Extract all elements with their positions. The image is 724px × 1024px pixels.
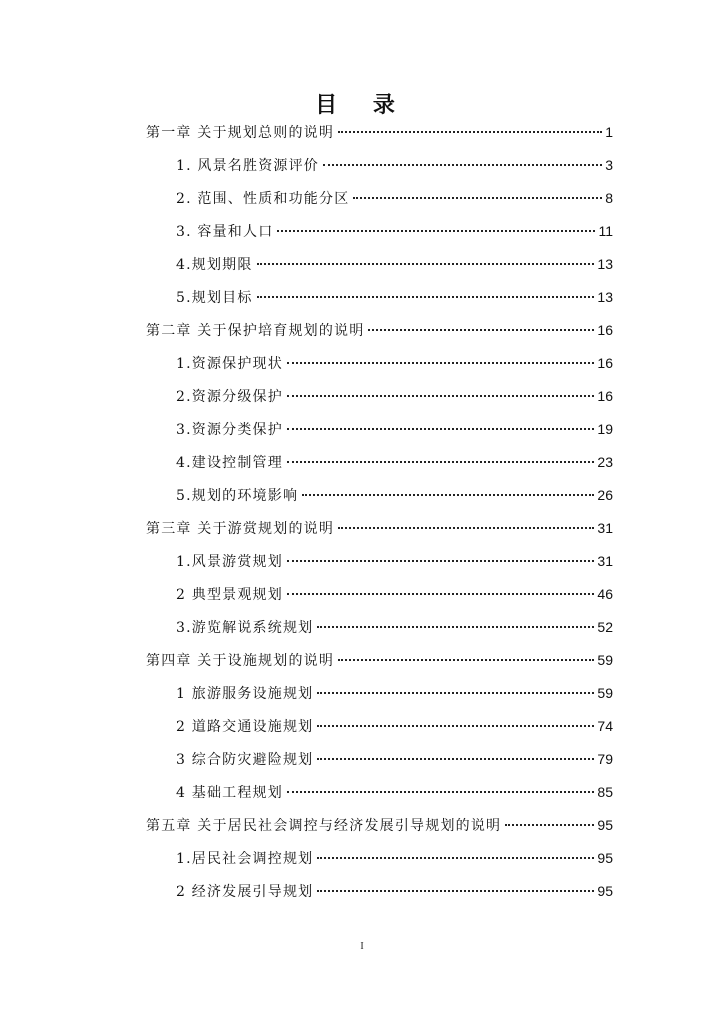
toc-leader-dots: [287, 395, 594, 397]
toc-leader-dots: [338, 131, 602, 133]
toc-entry-page-number: 3: [605, 157, 613, 173]
toc-entry-label: 2 典型景观规划: [176, 587, 283, 603]
toc-chapter-entry[interactable]: [146, 517, 613, 539]
toc-leader-dots: [257, 296, 595, 298]
toc-entry-label: 第四章 关于设施规划的说明: [146, 653, 335, 669]
toc-section-entry[interactable]: [176, 220, 613, 242]
toc-entry-page-number: 16: [597, 355, 613, 371]
toc-section-entry[interactable]: [176, 616, 613, 638]
toc-entry-page-number: 59: [597, 652, 613, 668]
toc-entry-label: 1. 风景名胜资源评价: [176, 158, 320, 174]
toc-entry-label: 第一章 关于规划总则的说明: [146, 125, 335, 141]
toc-leader-dots: [277, 230, 595, 232]
toc-leader-dots: [287, 428, 594, 430]
toc-section-entry[interactable]: [176, 484, 613, 506]
toc-entry-page-number: 1: [605, 124, 613, 140]
toc-entry-label: 3.资源分类保护: [176, 422, 283, 438]
toc-entry-page-number: 19: [597, 421, 613, 437]
toc-entry-page-number: 31: [597, 520, 613, 536]
toc-leader-dots: [287, 593, 594, 595]
toc-leader-dots: [302, 494, 594, 496]
toc-section-entry[interactable]: [176, 880, 613, 902]
toc-title: 目 录: [315, 93, 409, 118]
toc-entry-page-number: 59: [597, 685, 613, 701]
toc-chapter-entry[interactable]: [146, 649, 613, 671]
toc-section-entry[interactable]: [176, 418, 613, 440]
toc-entry-page-number: 46: [597, 586, 613, 602]
toc-section-entry[interactable]: [176, 781, 613, 803]
toc-entry-page-number: 52: [597, 619, 613, 635]
toc-section-entry[interactable]: [176, 187, 613, 209]
toc-entry-page-number: 31: [597, 553, 613, 569]
toc-entry-label: 2 道路交通设施规划: [176, 719, 314, 735]
toc-entry-page-number: 95: [597, 850, 613, 866]
toc-entry-page-number: 13: [597, 256, 613, 272]
toc-leader-dots: [317, 890, 594, 892]
toc-leader-dots: [505, 824, 594, 826]
toc-entry-page-number: 23: [597, 454, 613, 470]
toc-entry-page-number: 74: [597, 718, 613, 734]
toc-section-entry[interactable]: [176, 385, 613, 407]
toc-leader-dots: [287, 791, 594, 793]
toc-entry-label: 2. 范围、性质和功能分区: [176, 191, 350, 207]
toc-entry-page-number: 26: [597, 487, 613, 503]
toc-entry-label: 4.建设控制管理: [176, 455, 283, 471]
toc-section-entry[interactable]: [176, 154, 613, 176]
toc-leader-dots: [257, 263, 595, 265]
toc-leader-dots: [353, 197, 602, 199]
toc-entry-page-number: 16: [597, 388, 613, 404]
toc-leader-dots: [338, 527, 594, 529]
toc-leader-dots: [368, 329, 594, 331]
toc-section-entry[interactable]: [176, 715, 613, 737]
toc-entry-page-number: 79: [597, 751, 613, 767]
toc-chapter-entry[interactable]: [146, 121, 613, 143]
toc-section-entry[interactable]: [176, 748, 613, 770]
toc-entry-page-number: 13: [597, 289, 613, 305]
toc-entry-label: 2.资源分级保护: [176, 389, 283, 405]
toc-entry-page-number: 11: [598, 223, 613, 239]
toc-entry-page-number: 8: [605, 190, 613, 206]
toc-entry-label: 3 综合防灾避险规划: [176, 752, 314, 768]
toc-entry-label: 1.居民社会调控规划: [176, 851, 314, 867]
toc-leader-dots: [338, 659, 594, 661]
toc-entry-label: 1.资源保护现状: [176, 356, 283, 372]
toc-entry-label: 1 旅游服务设施规划: [176, 686, 314, 702]
toc-entry-label: 5.规划的环境影响: [176, 488, 299, 504]
toc-entry-label: 5.规划目标: [176, 290, 253, 306]
toc-entry-page-number: 85: [597, 784, 613, 800]
toc-entry-label: 3.游览解说系统规划: [176, 620, 314, 636]
toc-entry-label: 第五章 关于居民社会调控与经济发展引导规划的说明: [146, 818, 502, 834]
toc-section-entry[interactable]: [176, 253, 613, 275]
toc-section-entry[interactable]: [176, 847, 613, 869]
toc-entry-label: 第二章 关于保护培育规划的说明: [146, 323, 365, 339]
toc-entry-label: 3. 容量和人口: [176, 224, 274, 240]
toc-section-entry[interactable]: [176, 352, 613, 374]
toc-leader-dots: [323, 164, 602, 166]
toc-section-entry[interactable]: [176, 583, 613, 605]
toc-leader-dots: [317, 758, 594, 760]
toc-entry-label: 2 经济发展引导规划: [176, 884, 314, 900]
toc-chapter-entry[interactable]: [146, 814, 613, 836]
toc-entry-page-number: 16: [597, 322, 613, 338]
toc-section-entry[interactable]: [176, 451, 613, 473]
toc-entry-label: 第三章 关于游赏规划的说明: [146, 521, 335, 537]
toc-section-entry[interactable]: [176, 286, 613, 308]
toc-entry-label: 1.风景游赏规划: [176, 554, 283, 570]
toc-leader-dots: [317, 725, 594, 727]
toc-entry-page-number: 95: [597, 817, 613, 833]
toc-leader-dots: [317, 626, 594, 628]
toc-leader-dots: [317, 692, 594, 694]
toc-leader-dots: [287, 362, 594, 364]
toc-entry-label: 4.规划期限: [176, 257, 253, 273]
toc-section-entry[interactable]: [176, 550, 613, 572]
toc-leader-dots: [287, 560, 594, 562]
page-number: I: [360, 941, 364, 952]
toc-chapter-entry[interactable]: [146, 319, 613, 341]
toc-entry-page-number: 95: [597, 883, 613, 899]
toc-leader-dots: [317, 857, 594, 859]
toc-section-entry[interactable]: [176, 682, 613, 704]
toc-entry-label: 4 基础工程规划: [176, 785, 283, 801]
toc-leader-dots: [287, 461, 594, 463]
